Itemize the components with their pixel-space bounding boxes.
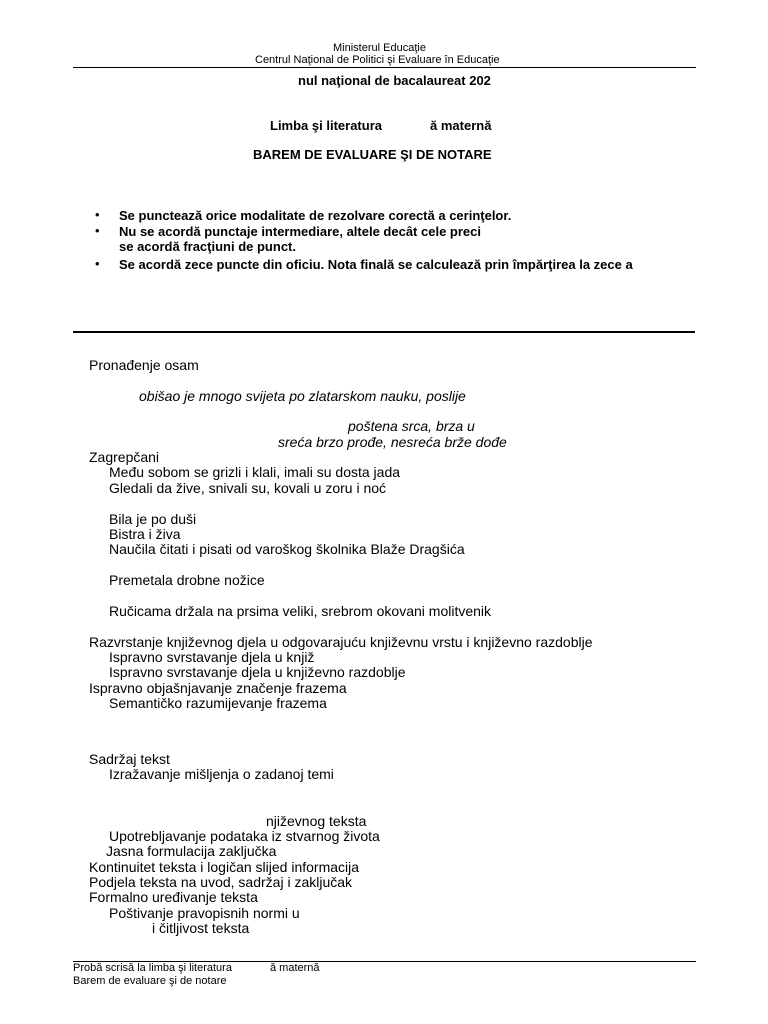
footer-line2: Barem de evaluare şi de notare bbox=[73, 975, 227, 987]
content-line: Jasna formulacija zaključka bbox=[106, 843, 277, 859]
content-line: Formalno uređivanje teksta bbox=[89, 889, 258, 905]
subject-part2: ă maternă bbox=[430, 118, 492, 133]
content-line: Upotrebljavanje podataka iz stvarnog života bbox=[109, 828, 380, 844]
exam-title: nul naţional de bacalaureat 202 bbox=[298, 73, 491, 88]
content-line: Među sobom se grizli i klali, imali su dosta jada bbox=[109, 464, 401, 480]
content-line: Naučila čitati i pisati od varoškog školnika Blaže Dragšića bbox=[109, 541, 465, 557]
content-line: njiževnog teksta bbox=[266, 813, 367, 829]
content-line: Podjela teksta na uvod, sadržaj i zaključak bbox=[89, 874, 353, 890]
bullet-2-line1: Nu se acordă punctaje intermediare, altele decât cele preci bbox=[119, 224, 481, 239]
bullet-dot: • bbox=[95, 223, 100, 238]
content-line: obišao je mnogo svijeta po zlatarskom nauku, poslije bbox=[139, 388, 466, 404]
center-name: Centrul Naţional de Politici şi Evaluare în Educaţie bbox=[255, 54, 500, 66]
subject-part1: Limba şi literatura bbox=[270, 118, 382, 133]
content-line: Zagrepčani bbox=[89, 449, 160, 465]
content-line: Izražavanje mišljenja o zadanoj temi bbox=[109, 766, 334, 782]
content-line: Bila je po duši bbox=[109, 511, 197, 527]
footer-line1a: Probă scrisă la limba şi literatura bbox=[73, 962, 232, 974]
content-line: Ispravno objašnjavanje značenje frazema bbox=[89, 680, 347, 696]
content-line: Sadržaj tekst bbox=[89, 751, 170, 767]
bullet-3: Se acordă zece puncte din oficiu. Nota finală se calculează prin împărţirea la zece a bbox=[119, 257, 633, 272]
content-line: i čitljivost teksta bbox=[152, 920, 250, 936]
content-line: Ispravno svrstavanje djela u knjiž bbox=[109, 649, 315, 665]
content-line: Bistra i živa bbox=[109, 526, 181, 542]
content-line: Poštivanje pravopisnih normi u bbox=[109, 905, 300, 921]
bullet-1: Se punctează orice modalitate de rezolvare corectă a cerinţelor. bbox=[119, 208, 512, 223]
content-line: poštena srca, brza u bbox=[348, 418, 475, 434]
bullet-2-line2: se acordă fracţiuni de punct. bbox=[119, 239, 296, 254]
content-line: sreća brzo prođe, nesreća brže dođe bbox=[278, 434, 507, 450]
bullet-dot: • bbox=[95, 207, 100, 222]
content-line: Kontinuitet teksta i logičan slijed informacija bbox=[89, 859, 360, 875]
bullet-dot: • bbox=[95, 256, 100, 271]
content-line: Gledali da žive, snivali su, kovali u zoru i noć bbox=[109, 480, 387, 496]
header-rule bbox=[73, 67, 696, 68]
content-line: Ručicama držala na prsima veliki, srebrom okovani molitvenik bbox=[109, 603, 492, 619]
barem-title: BAREM DE EVALUARE ŞI DE NOTARE bbox=[253, 147, 492, 162]
content-line: Semantičko razumijevanje frazema bbox=[109, 695, 327, 711]
content-line: Pronađenje osam bbox=[89, 357, 199, 373]
section-divider bbox=[73, 331, 695, 333]
ministry-name: Ministerul Educaţie bbox=[333, 42, 426, 54]
content-line: Ispravno svrstavanje djela u književno razdoblje bbox=[109, 664, 406, 680]
content-line: Premetala drobne nožice bbox=[109, 572, 265, 588]
content-line: Razvrstanje književnog djela u odgovarajuću književnu vrstu i književno razdoblje bbox=[89, 634, 593, 650]
footer-line1b: ă maternă bbox=[270, 962, 320, 974]
